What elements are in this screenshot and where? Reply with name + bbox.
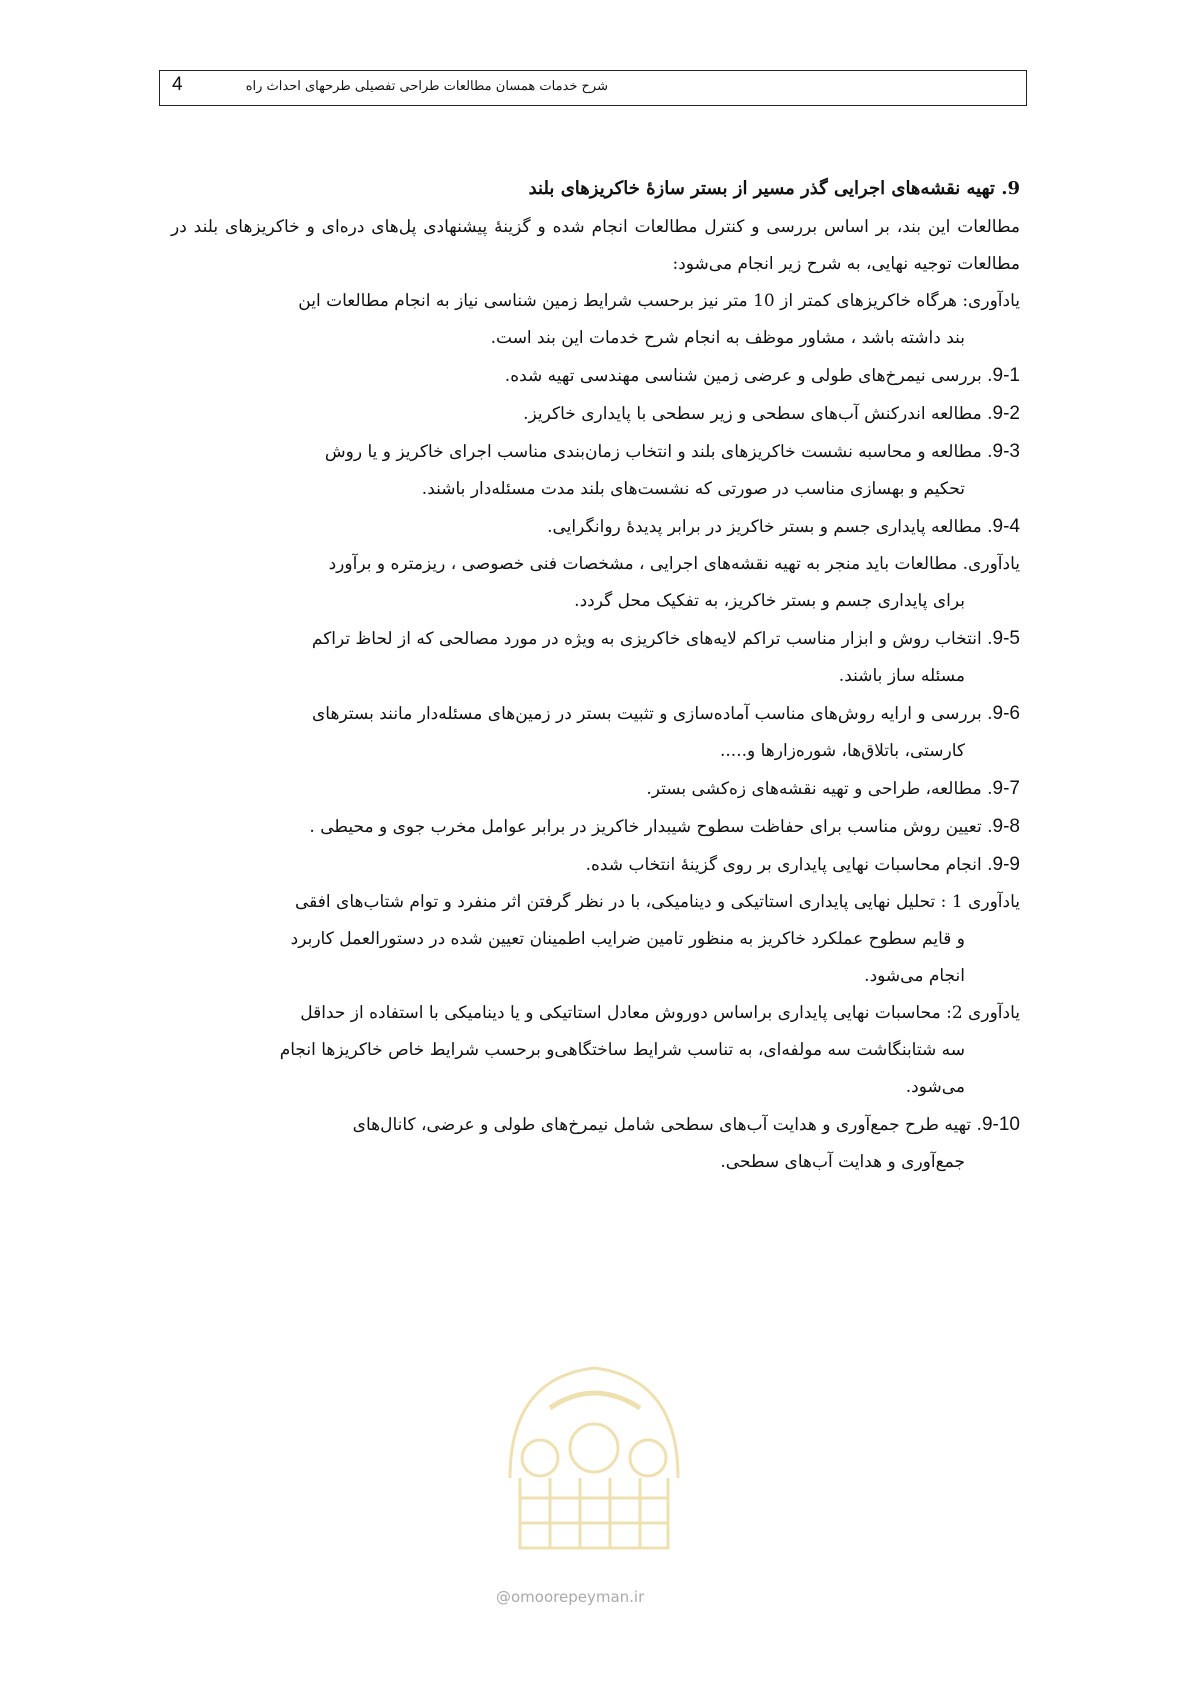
item-text: . مطالعه اندرکنش آب‌های سطحی و زیر سطحی با پایداری خاکریز. [523,404,993,424]
item-number: 9-5 [992,628,1020,649]
watermark-url: @omoorepeyman.ir [496,1588,645,1606]
section-heading [171,170,1020,207]
item-9-4 [171,508,1020,546]
item-text: . انجام محاسبات نهایی پایداری بر روی گزینۀ انتخاب شده. [585,855,993,875]
item-number: 9-2 [992,403,1020,424]
item-9-3-cont: تحکیم و بهسازی مناسب در صورتی که نشست‌های بلند مدت مسئله‌دار باشند. [421,479,965,499]
item-9-10 [171,1106,1020,1144]
item-text: . مطالعه و محاسبه نشست خاکریزهای بلند و انتخاب زمان‌بندی مناسب اجرای خاکریز و یا روش [324,442,993,462]
item-number: 9-3 [992,441,1020,462]
document-body [171,170,1020,1181]
note-a-line1: یادآوری: هرگاه خاکریزهای کمتر از 10 متر نیز برحسب شرایط زمین شناسی نیاز به انجام مطالعات این [298,291,1020,311]
item-9-8 [171,808,1020,846]
note-2-line1: یادآوری 2: محاسبات نهایی پایداری براساس دوروش معادل استاتیکی و یا دینامیکی با استفاده از حداقل [300,1003,1020,1023]
note-1-line2: و قایم سطوح عملکرد خاکریز به منظور تامین ضرایب اطمینان تعیین شده در دستورالعمل کاربرد [290,929,965,949]
section-number: 9. [1001,178,1020,199]
item-text: . مطالعه، طراحی و تهیه نقشه‌های زه‌کشی بستر. [646,779,993,799]
item-9-1 [171,357,1020,395]
item-number: 9-7 [992,778,1020,799]
item-text: . مطالعه پایداری جسم و بستر خاکریز در برابر پدیدۀ روانگرایی. [547,517,993,537]
item-number: 9-9 [992,854,1020,875]
item-number: 9-10 [981,1114,1020,1135]
item-9-5-cont: مسئله ساز باشند. [838,666,965,686]
header-title: شرح خدمات همسان مطالعات طراحی تفصیلی طرحهای احداث راه [245,79,608,94]
note-b-line2: برای پایداری جسم و بستر خاکریز، به تفکیک محل گردد. [574,591,965,611]
item-text: . تهیه طرح جمع‌آوری و هدایت آب‌های سطحی شامل نیمرخ‌های طولی و عرضی، کانال‌های [352,1115,982,1135]
watermark-logo [480,1348,708,1576]
note-1-line1: یادآوری 1 : تحلیل نهایی پایداری استاتیکی و دینامیکی، با در نظر گرفتن اثر منفرد و توام شتاب‌های افقی [295,892,1020,912]
note-b-line1: یادآوری. مطالعات باید منجر به تهیه نقشه‌های اجرایی ، مشخصات فنی خصوصی ، ریزمتره و برآورد [328,554,1020,574]
item-text: . بررسی نیمرخ‌های طولی و عرضی زمین شناسی مهندسی تهیه شده. [504,366,993,386]
item-9-7 [171,770,1020,808]
intro-paragraph: مطالعات این بند، بر اساس بررسی و کنترل مطالعات انجام شده و گزینۀ پیشنهادی پل‌های دره‌ای و خاکریزهای بلند در مطالعات توجیه نهایی، به شرح زیر انجام می‌شود: [171,217,1020,274]
item-9-9 [171,846,1020,884]
item-9-6-cont: کارستی، باتلاق‌ها، شوره‌زارها و..... [720,741,965,761]
item-9-5 [171,620,1020,658]
item-9-10-cont: جمع‌آوری و هدایت آب‌های سطحی. [720,1152,965,1172]
note-2-line2: سه شتابنگاشت سه مولفه‌ای، به تناسب شرایط ساختگاهی‌و برحسب شرایط خاص خاکریزها انجام [279,1040,965,1060]
note-2-line3: می‌شود. [905,1077,965,1097]
note-a-line2: بند داشته باشد ، مشاور موظف به انجام شرح خدمات این بند است. [490,328,965,348]
section-title: تهیه نقشه‌های اجرایی گذر مسیر از بستر سازۀ خاکریزهای بلند [528,178,995,199]
page-number: 4 [172,74,183,95]
item-9-6 [171,695,1020,733]
page-header [159,70,1027,106]
note-1-line3: انجام می‌شود. [864,966,965,986]
item-number: 9-4 [992,516,1020,537]
item-text: . تعیین روش مناسب برای حفاظت سطوح شیبدار خاکریز در برابر عوامل مخرب جوی و محیطی . [309,817,993,837]
item-9-3 [171,433,1020,471]
item-number: 9-1 [992,365,1020,386]
item-text: . انتخاب روش و ابزار مناسب تراکم لایه‌های خاکریزی به ویژه در مورد مصالحی که از لحاظ تراکم [311,629,993,649]
item-number: 9-8 [992,816,1020,837]
item-number: 9-6 [992,703,1020,724]
item-9-2 [171,395,1020,433]
item-text: . بررسی و ارایه روش‌های مناسب آماده‌سازی و تثبیت بستر در زمین‌های مسئله‌دار مانند بسترهای [312,704,993,724]
